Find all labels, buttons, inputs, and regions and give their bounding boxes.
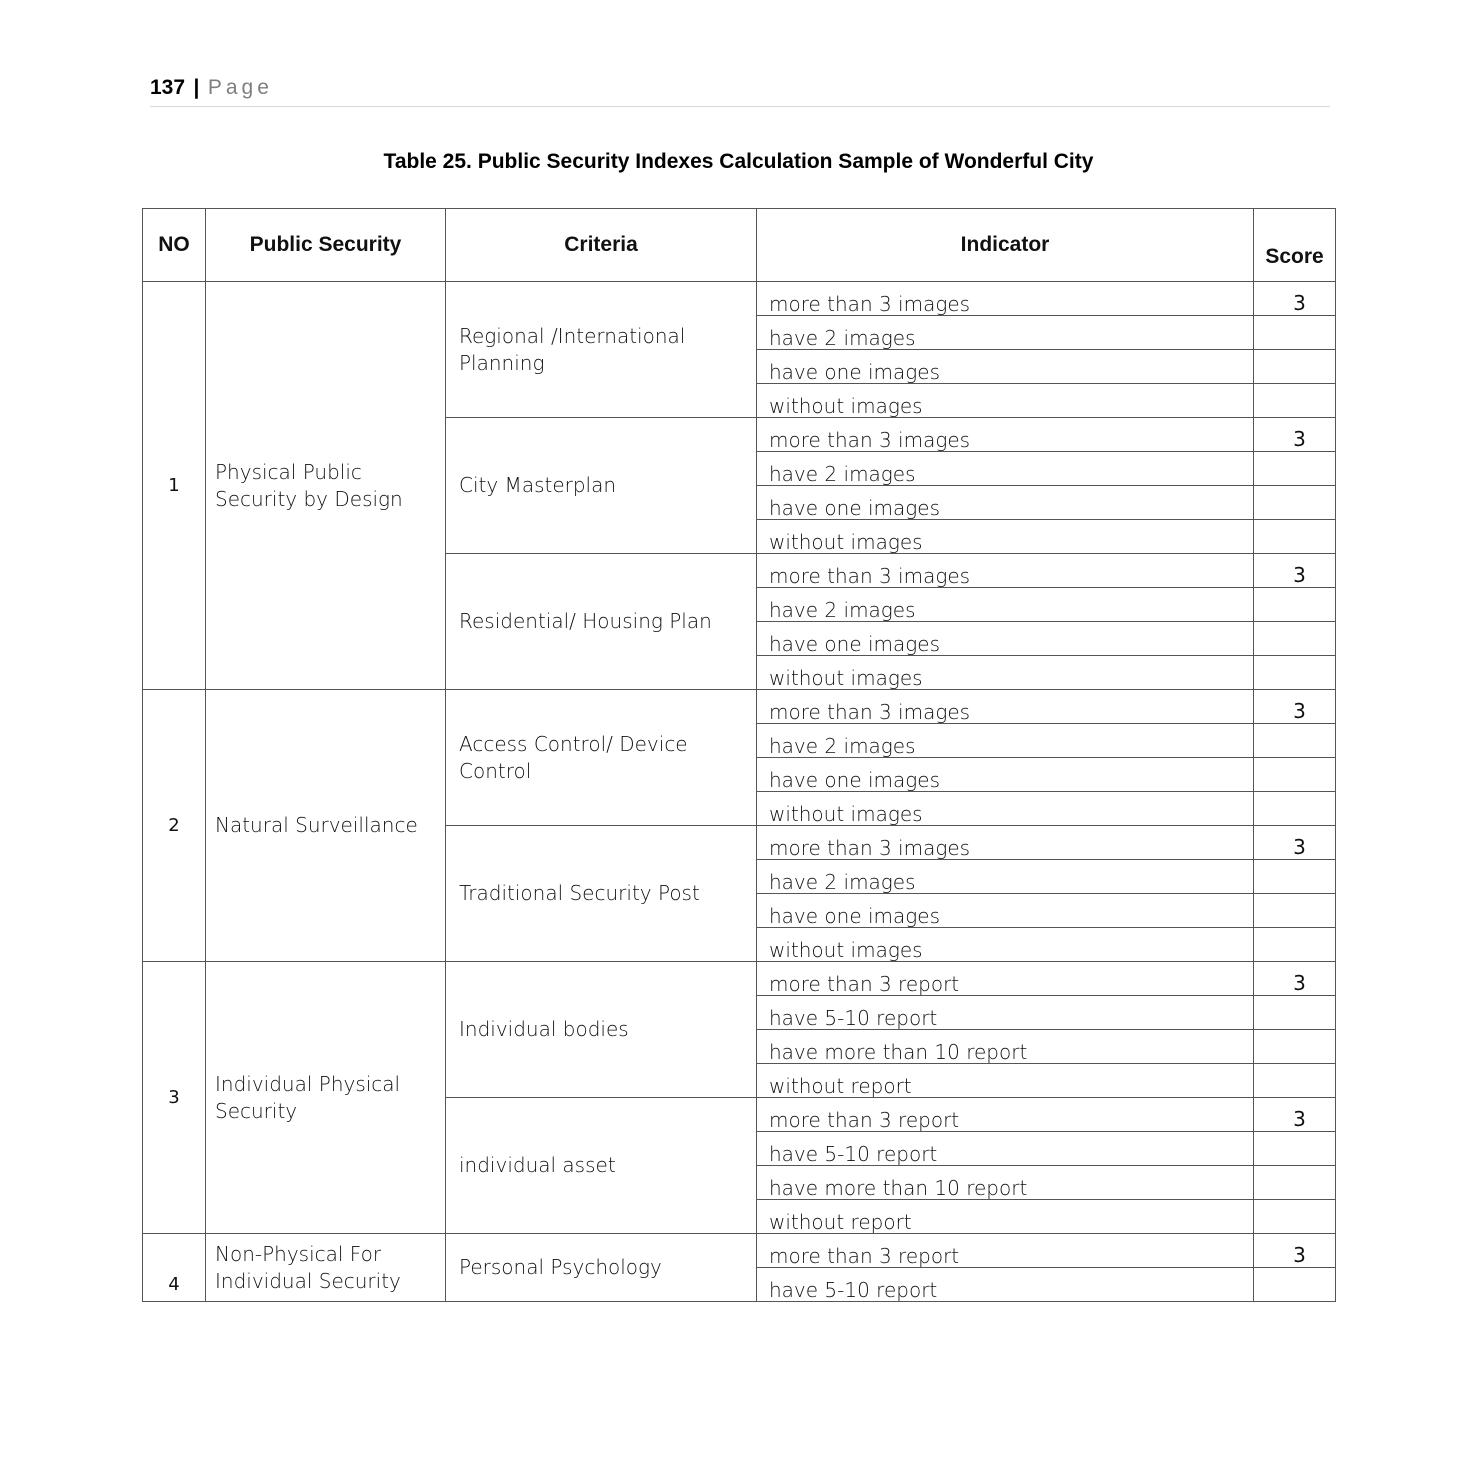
cell-indicator: without images: [757, 656, 1254, 690]
column-header-indicator: Indicator: [757, 209, 1254, 282]
cell-criteria: City Masterplan: [446, 418, 757, 554]
cell-score: [1254, 1132, 1336, 1166]
cell-score: [1254, 1166, 1336, 1200]
cell-score: [1254, 1268, 1336, 1302]
cell-score: [1254, 656, 1336, 690]
cell-criteria: Residential/ Housing Plan: [446, 554, 757, 690]
cell-score: 3: [1254, 554, 1336, 588]
cell-score: 3: [1254, 690, 1336, 724]
cell-criteria: Access Control/ Device Control: [446, 690, 757, 826]
table-row: [143, 690, 1336, 724]
cell-score: [1254, 1030, 1336, 1064]
cell-criteria: Traditional Security Post: [446, 826, 757, 962]
cell-score: [1254, 1064, 1336, 1098]
cell-indicator: have 5-10 report: [757, 1268, 1254, 1302]
cell-indicator: have 2 images: [757, 316, 1254, 350]
cell-indicator: have one images: [757, 350, 1254, 384]
cell-score: [1254, 622, 1336, 656]
cell-criteria: Regional /International Planning: [446, 282, 757, 418]
cell-indicator: without images: [757, 792, 1254, 826]
column-header-public-security: Public Security: [206, 209, 446, 282]
page-separator: |: [193, 76, 200, 99]
cell-indicator: have one images: [757, 894, 1254, 928]
table-row: [143, 282, 1336, 316]
cell-no: 4: [143, 1234, 206, 1302]
cell-indicator: have 5-10 report: [757, 1132, 1254, 1166]
column-header-score: Score: [1254, 209, 1336, 282]
cell-score: 3: [1254, 962, 1336, 996]
cell-indicator: without images: [757, 928, 1254, 962]
cell-indicator: have one images: [757, 486, 1254, 520]
cell-criteria: Individual bodies: [446, 962, 757, 1098]
cell-indicator: without report: [757, 1200, 1254, 1234]
cell-indicator: more than 3 images: [757, 826, 1254, 860]
cell-score: [1254, 486, 1336, 520]
table-row: [143, 1234, 1336, 1268]
cell-no: 2: [143, 690, 206, 962]
cell-score: 3: [1254, 826, 1336, 860]
cell-public-security: Natural Surveillance: [206, 690, 446, 962]
cell-score: [1254, 452, 1336, 486]
cell-indicator: more than 3 images: [757, 282, 1254, 316]
cell-indicator: have 5-10 report: [757, 996, 1254, 1030]
table-body: [143, 282, 1336, 1302]
cell-criteria: Personal Psychology: [446, 1234, 757, 1302]
cell-indicator: more than 3 report: [757, 962, 1254, 996]
cell-score: [1254, 724, 1336, 758]
cell-indicator: have 2 images: [757, 860, 1254, 894]
cell-score: [1254, 1200, 1336, 1234]
cell-score: [1254, 588, 1336, 622]
table-row: [143, 962, 1336, 996]
cell-public-security: Non-Physical For Individual Security: [206, 1234, 446, 1302]
table-caption: Table 25. Public Security Indexes Calculation Sample of Wonderful City: [383, 150, 1094, 173]
column-header-criteria: Criteria: [446, 209, 757, 282]
cell-public-security: Individual Physical Security: [206, 962, 446, 1234]
cell-indicator: have one images: [757, 758, 1254, 792]
cell-score: 3: [1254, 418, 1336, 452]
cell-score: [1254, 996, 1336, 1030]
cell-indicator: have 2 images: [757, 452, 1254, 486]
cell-score: 3: [1254, 1234, 1336, 1268]
cell-score: [1254, 928, 1336, 962]
cell-indicator: have 2 images: [757, 588, 1254, 622]
cell-score: [1254, 758, 1336, 792]
cell-indicator: more than 3 report: [757, 1234, 1254, 1268]
cell-indicator: without images: [757, 384, 1254, 418]
column-header-no: NO: [143, 209, 206, 282]
cell-indicator: have 2 images: [757, 724, 1254, 758]
page-label: Page: [207, 76, 273, 99]
cell-indicator: more than 3 images: [757, 554, 1254, 588]
page-number: 137: [150, 76, 186, 99]
cell-no: 1: [143, 282, 206, 690]
cell-score: [1254, 350, 1336, 384]
page-header: [150, 76, 1330, 107]
public-security-table: [142, 208, 1336, 1302]
cell-score: 3: [1254, 1098, 1336, 1132]
cell-indicator: have more than 10 report: [757, 1166, 1254, 1200]
table-header-row: [143, 209, 1336, 282]
cell-score: 3: [1254, 282, 1336, 316]
cell-score: [1254, 316, 1336, 350]
cell-indicator: have one images: [757, 622, 1254, 656]
cell-indicator: more than 3 images: [757, 418, 1254, 452]
cell-indicator: more than 3 images: [757, 690, 1254, 724]
cell-score: [1254, 894, 1336, 928]
cell-score: [1254, 520, 1336, 554]
cell-score: [1254, 792, 1336, 826]
cell-indicator: have more than 10 report: [757, 1030, 1254, 1064]
cell-indicator: without report: [757, 1064, 1254, 1098]
cell-indicator: without images: [757, 520, 1254, 554]
cell-score: [1254, 860, 1336, 894]
cell-criteria: individual asset: [446, 1098, 757, 1234]
cell-no: 3: [143, 962, 206, 1234]
cell-score: [1254, 384, 1336, 418]
cell-indicator: more than 3 report: [757, 1098, 1254, 1132]
cell-public-security: Physical Public Security by Design: [206, 282, 446, 690]
